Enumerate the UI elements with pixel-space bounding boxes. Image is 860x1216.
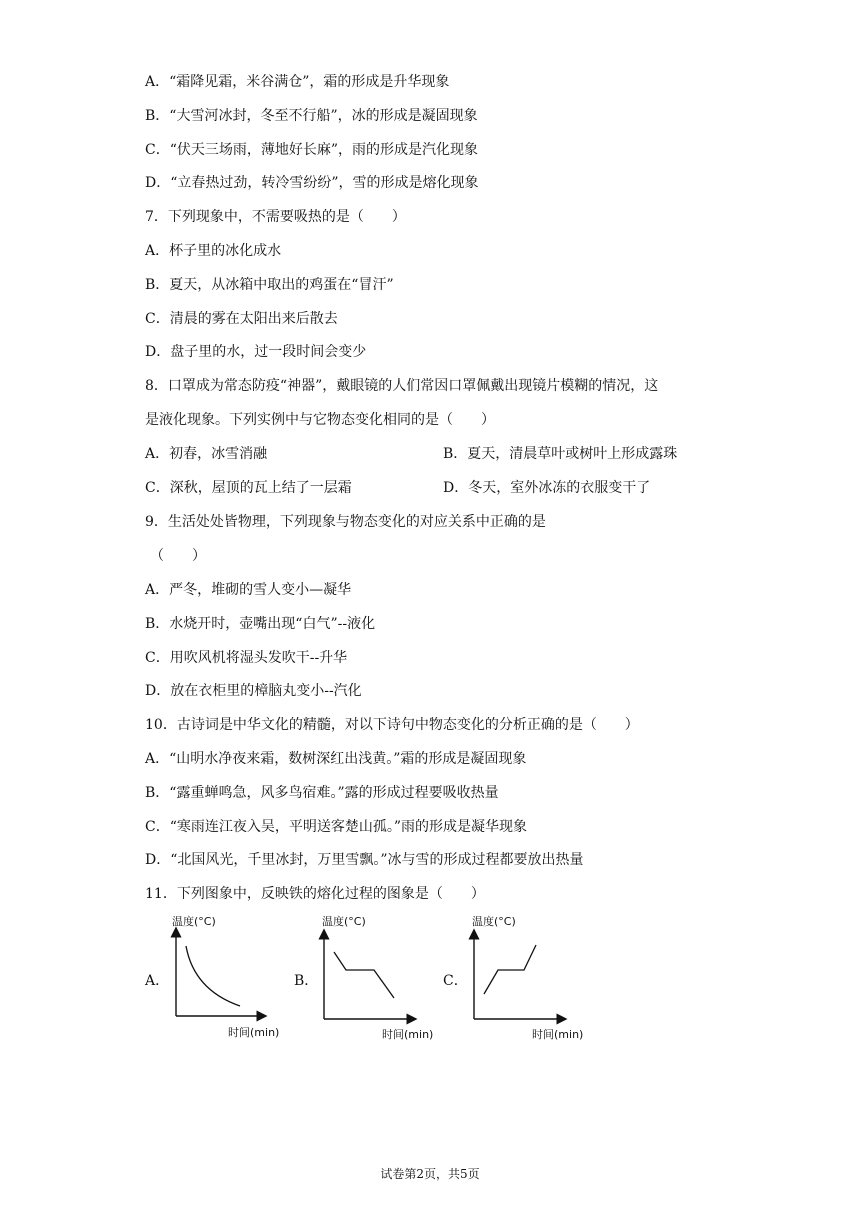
q10-option-b: B．“露重蝉鸣急，风多鸟宿难。”露的形成过程要吸收热量 <box>145 785 499 801</box>
q6-option-b: B．“大雪河冰封，冬至不行船”，冰的形成是凝固现象 <box>145 108 478 124</box>
page-footer: 试卷第2页，共5页 <box>380 1167 480 1181</box>
q6-option-a: A．“霜降见霜，米谷满仓”，霜的形成是升华现象 <box>145 74 450 90</box>
q7-stem: 7．下列现象中，不需要吸热的是（ ） <box>145 209 406 225</box>
q8-stem-line1: 8．口罩成为常态防疫“神器”，戴眼镜的人们常因口罩佩戴出现镜片模糊的情况，这 <box>145 378 659 394</box>
q9-option-c: C．用吹风机将湿头发吹干--升华 <box>145 650 348 666</box>
q7-option-c: C．清晨的雾在太阳出来后散去 <box>145 311 338 327</box>
q10-option-d: D．“北国风光，千里冰封，万里雪飘。”冰与雪的形成过程都要放出热量 <box>145 852 584 868</box>
q11-graph-c-curve <box>484 945 536 994</box>
q6-option-c: C．“伏天三场雨，薄地好长麻”，雨的形成是汽化现象 <box>145 142 479 158</box>
q7-option-d: D．盘子里的水，过一段时间会变少 <box>145 344 367 360</box>
q8-stem-line2: 是液化现象。下列实例中与它物态变化相同的是（ ） <box>145 412 495 428</box>
q11-stem: 11．下列图象中，反映铁的熔化过程的图象是（ ） <box>145 886 485 902</box>
q11-graph-a <box>170 912 300 1042</box>
q11-graph-a-curve <box>186 946 240 1006</box>
q11-graph-b-curve <box>334 952 394 998</box>
q11-graph-c-ylabel: 温度(°C) <box>472 915 516 928</box>
q11-option-b-label: B． <box>294 973 319 989</box>
q10-option-c: C．“寒雨连江夜入吴，平明送客楚山孤。”雨的形成是凝华现象 <box>145 819 528 835</box>
q11-option-a-label: A． <box>145 973 170 989</box>
q7-option-b: B．夏天，从冰箱中取出的鸡蛋在“冒汗” <box>145 277 394 293</box>
q9-stem-line1: 9．生活处处皆物理，下列现象与物态变化的对应关系中正确的是 <box>145 514 546 530</box>
q11-graph-a-xlabel: 时间(min) <box>228 1026 280 1039</box>
q11-graph-b <box>320 912 450 1042</box>
q11-graph-c <box>470 912 600 1042</box>
q9-option-a: A．严冬，堆砌的雪人变小—凝华 <box>145 582 352 598</box>
q9-stem-line2: （ ） <box>150 548 206 564</box>
q11-option-c-label: C． <box>443 973 468 989</box>
q11-graph-b-xlabel: 时间(min) <box>382 1028 434 1041</box>
q8-option-c: C．深秋，屋顶的瓦上结了一层霜 <box>145 480 352 496</box>
q8-option-b: B．夏天，清晨草叶或树叶上形成露珠 <box>443 446 678 462</box>
q10-stem: 10．古诗词是中华文化的精髓，对以下诗句中物态变化的分析正确的是（ ） <box>145 717 639 733</box>
q8-option-d: D．冬天，室外冰冻的衣服变干了 <box>443 480 651 496</box>
q11-graph-c-xlabel: 时间(min) <box>532 1028 584 1041</box>
q10-option-a: A．“山明水净夜来霜，数树深红出浅黄。”霜的形成是凝固现象 <box>145 751 527 767</box>
q8-option-a: A．初春，冰雪消融 <box>145 446 268 462</box>
q9-option-b: B．水烧开时，壶嘴出现“白气”--液化 <box>145 616 376 632</box>
q6-option-d: D．“立春热过劲，转冷雪纷纷”，雪的形成是熔化现象 <box>145 175 479 191</box>
q7-option-a: A．杯子里的冰化成水 <box>145 243 282 259</box>
q9-option-d: D．放在衣柜里的樟脑丸变小--汽化 <box>145 683 362 699</box>
q11-graph-b-ylabel: 温度(°C) <box>322 915 366 928</box>
q11-graph-a-ylabel: 温度(°C) <box>172 915 216 928</box>
